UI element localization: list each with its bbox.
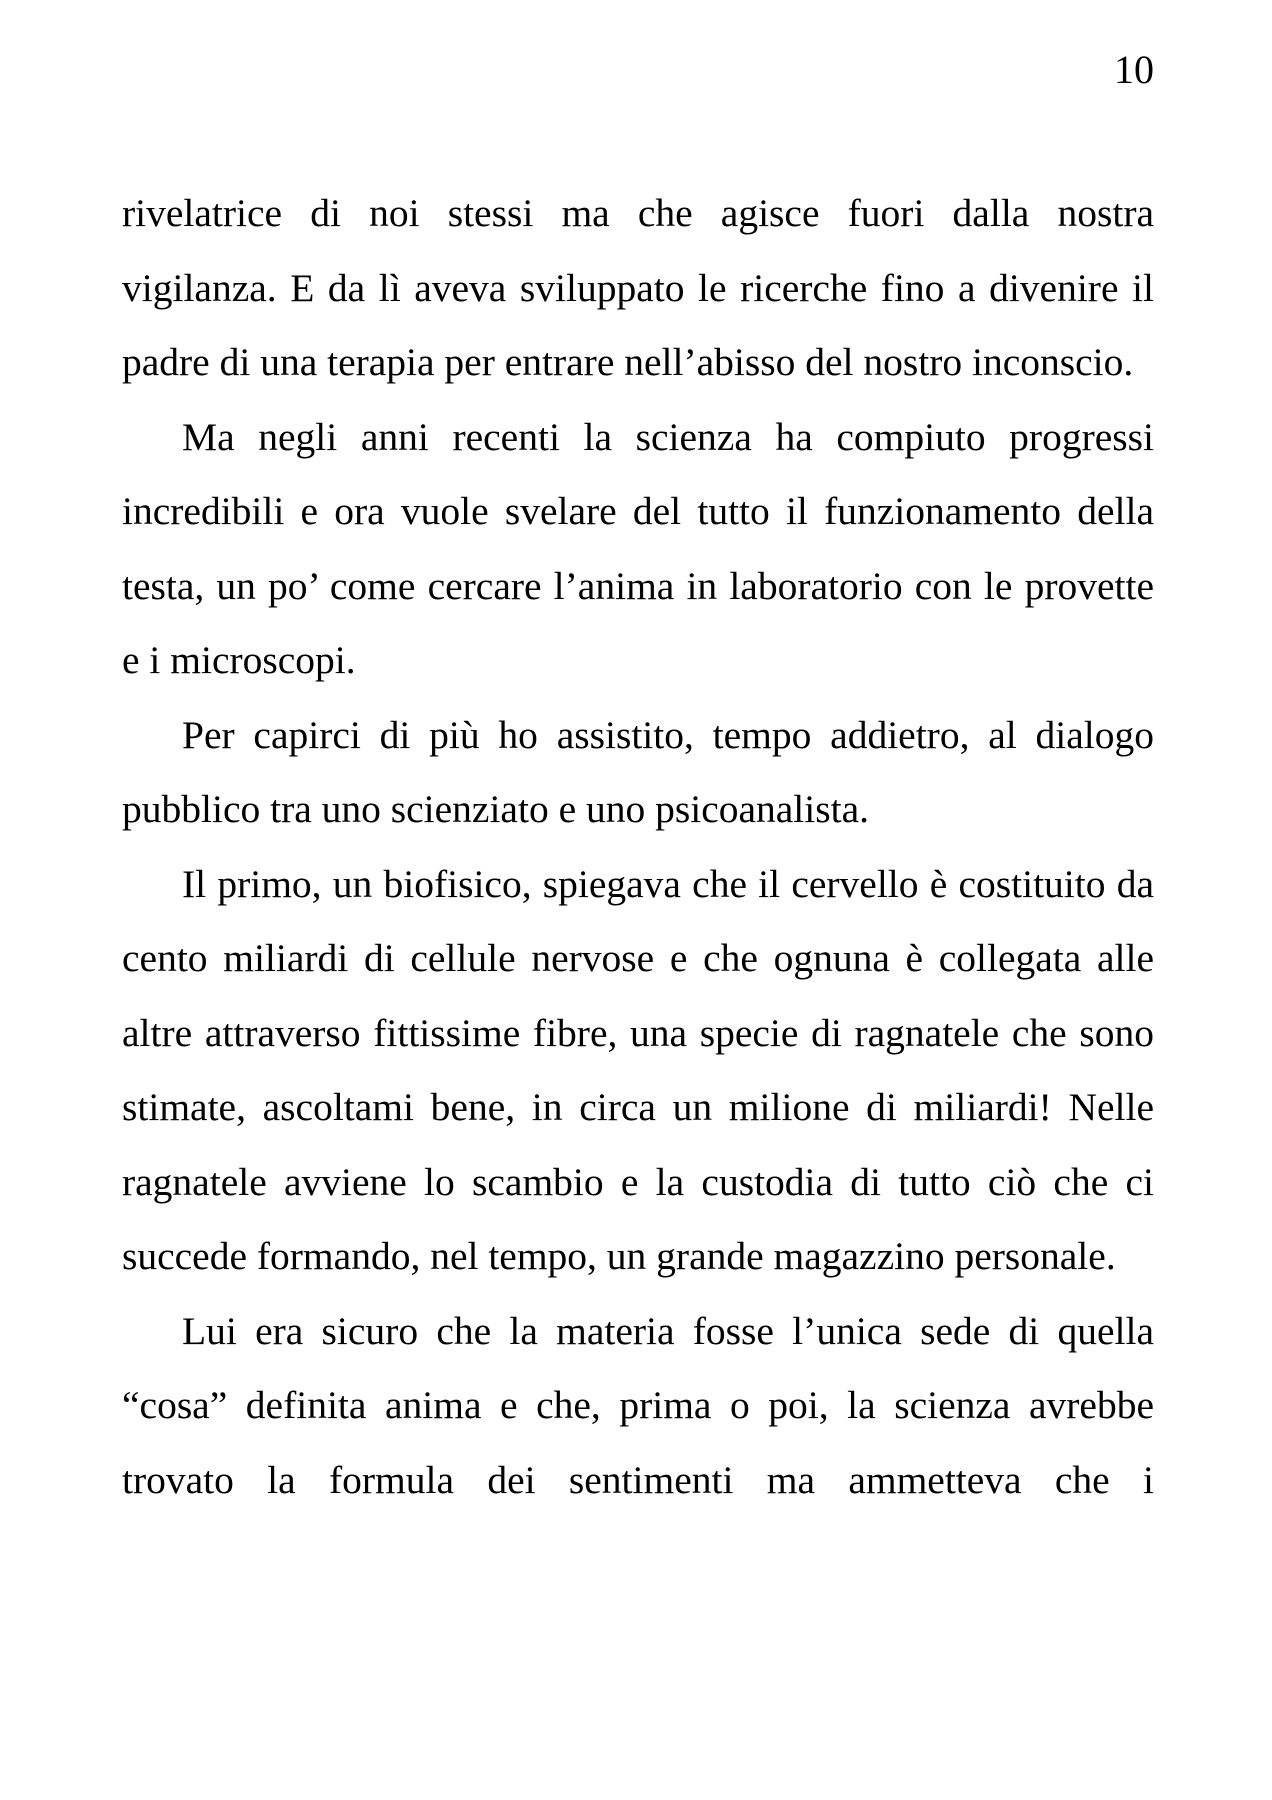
- paragraph-3: Per capirci di più ho assistito, tempo addietro, al dialogo pubblico tra uno scienziato e uno psicoanalista.: [122, 712, 1154, 831]
- body-text: [122, 176, 1154, 1517]
- paragraph-1: rivelatrice di noi stessi ma che agisce fuori dalla nostra vigilanza. E da lì aveva sviluppato le ricerche fino a divenire il padre di una terapia per entrare nell’abisso del nostro inconscio.: [122, 191, 1154, 384]
- page-number: 10: [1114, 47, 1154, 92]
- paragraph-4: Il primo, un biofisico, spiegava che il cervello è costituito da cento miliardi di cellule nervose e che ognuna è collegata alle altre attraverso fittissime fibre, una specie di ragnatele che sono stimate, ascoltami bene, in circa un milione di miliardi! Nelle ragnatele avviene lo scambio e la custodia di tutto ciò che ci succede formando, nel tempo, un grande magazzino personale.: [122, 861, 1154, 1278]
- paragraph-5: Lui era sicuro che la materia fosse l’unica sede di quella “cosa” definita anima e che, prima o poi, la scienza avrebbe trovato la formula dei sentimenti ma ammetteva che i: [122, 1308, 1154, 1502]
- paragraph-2: Ma negli anni recenti la scienza ha compiuto progressi incredibili e ora vuole svelare del tutto il funzionamento della testa, un po’ come cercare l’anima in laboratorio con le provette e i microscopi.: [122, 414, 1154, 682]
